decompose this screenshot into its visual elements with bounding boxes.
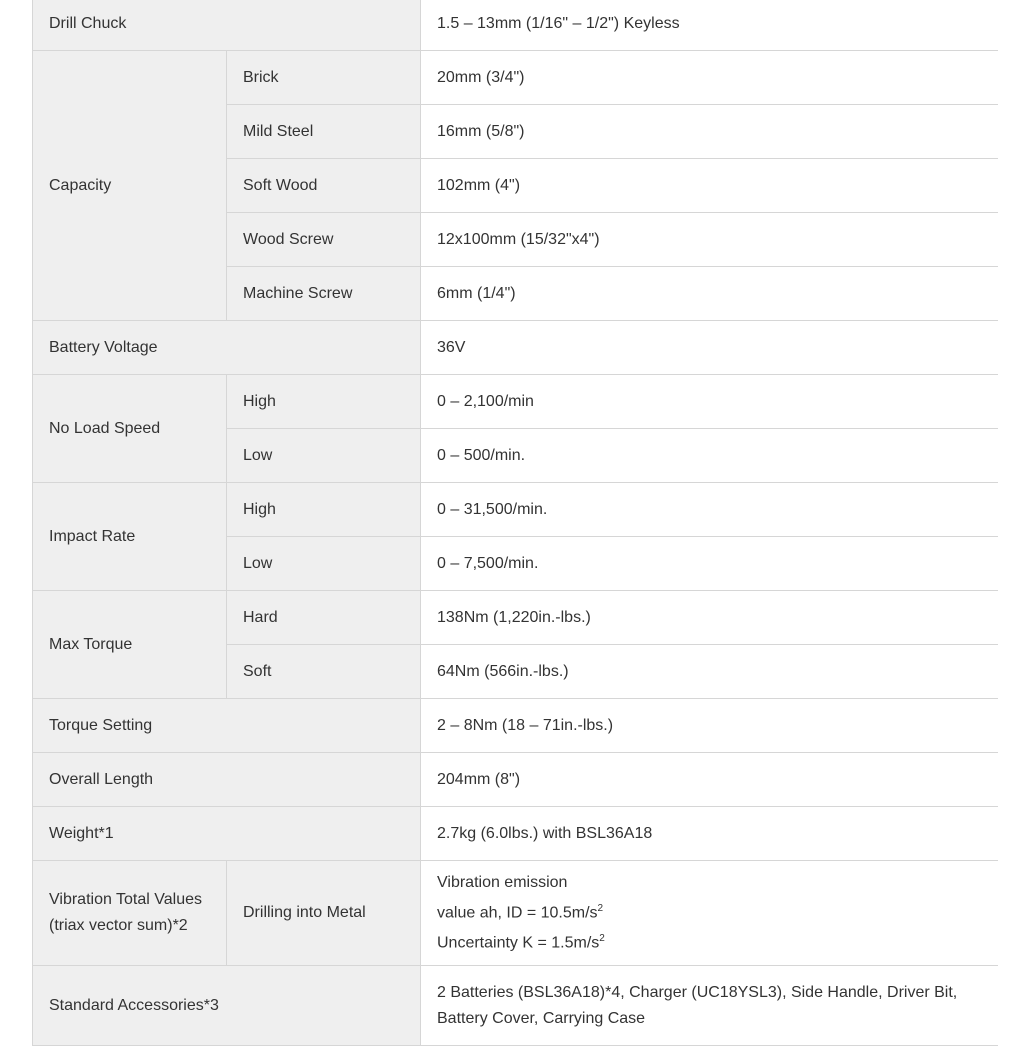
superscript-2: 2 (599, 933, 605, 944)
row-label-torque-setting: Torque Setting (33, 699, 421, 753)
row-label-no-load-speed: No Load Speed (33, 375, 227, 483)
sub-label-mild-steel: Mild Steel (227, 105, 421, 159)
sub-value-machine-screw: 6mm (1/4") (421, 267, 998, 321)
sub-value-impact-low: 0 – 7,500/min. (421, 537, 998, 591)
superscript-2: 2 (597, 902, 604, 914)
vibration-value-line1: Vibration emission (437, 873, 568, 891)
sub-label-speed-high: High (227, 375, 421, 429)
sub-value-torque-hard: 138Nm (1,220in.-lbs.) (421, 591, 998, 645)
row-value-accessories (421, 966, 998, 1046)
accessories-line1: 2 Batteries (BSL36A18)*4, Charger (UC18YSL3), Side Handle, Driver Bit, (437, 983, 958, 1001)
sub-label-torque-hard: Hard (227, 591, 421, 645)
row-label-max-torque: Max Torque (33, 591, 227, 699)
row-value-overall-length: 204mm (8") (421, 753, 998, 807)
sub-label-impact-low: Low (227, 537, 421, 591)
sub-label-brick: Brick (227, 51, 421, 105)
table-row (33, 966, 998, 1046)
table-row (33, 375, 998, 429)
row-label-vibration (33, 861, 227, 966)
sub-value-speed-low: 0 – 500/min. (421, 429, 998, 483)
sub-label-drilling-metal: Drilling into Metal (227, 861, 421, 966)
row-label-battery-voltage: Battery Voltage (33, 321, 421, 375)
vibration-label-line2: (triax vector sum)*2 (49, 917, 188, 934)
table-row (33, 807, 998, 861)
sub-value-impact-high: 0 – 31,500/min. (421, 483, 998, 537)
row-value-weight: 2.7kg (6.0lbs.) with BSL36A18 (421, 807, 998, 861)
sub-label-soft-wood: Soft Wood (227, 159, 421, 213)
table-row (33, 591, 998, 645)
vibration-value-line3 (437, 926, 982, 956)
table-row (33, 321, 998, 375)
sub-label-torque-soft: Soft (227, 645, 421, 699)
spec-table (32, 0, 998, 1046)
row-label-capacity: Capacity (33, 51, 227, 321)
vibration-value-uncertainty: Uncertainty K = 1.5m/s (437, 934, 600, 952)
sub-value-wood-screw: 12x100mm (15/32"x4") (421, 213, 998, 267)
table-row (33, 0, 998, 51)
row-value-vibration (421, 861, 998, 966)
sub-label-speed-low: Low (227, 429, 421, 483)
accessories-line2: Battery Cover, Carrying Case (437, 1009, 646, 1027)
sub-value-torque-soft: 64Nm (566in.-lbs.) (421, 645, 998, 699)
row-value-drill-chuck: 1.5 – 13mm (1/16" – 1/2") Keyless (421, 0, 998, 51)
sub-value-brick: 20mm (3/4") (421, 51, 998, 105)
row-label-overall-length: Overall Length (33, 753, 421, 807)
table-row (33, 753, 998, 807)
sub-value-mild-steel: 16mm (5/8") (421, 105, 998, 159)
row-label-drill-chuck: Drill Chuck (33, 0, 421, 51)
vibration-value-line2 (437, 896, 982, 926)
sub-label-machine-screw: Machine Screw (227, 267, 421, 321)
sub-label-impact-high: High (227, 483, 421, 537)
sub-value-soft-wood: 102mm (4") (421, 159, 998, 213)
vibration-value-ah: value ah, ID = 10.5m/s (437, 904, 598, 921)
vibration-label-line1: Vibration Total Values (49, 891, 202, 908)
sub-label-wood-screw: Wood Screw (227, 213, 421, 267)
row-label-impact-rate: Impact Rate (33, 483, 227, 591)
table-row (33, 699, 998, 753)
row-value-battery-voltage: 36V (421, 321, 998, 375)
table-row (33, 483, 998, 537)
sub-value-speed-high: 0 – 2,100/min (421, 375, 998, 429)
row-value-torque-setting: 2 – 8Nm (18 – 71in.-lbs.) (421, 699, 998, 753)
table-row (33, 51, 998, 105)
row-label-accessories: Standard Accessories*3 (33, 966, 421, 1046)
table-row (33, 861, 998, 966)
row-label-weight: Weight*1 (33, 807, 421, 861)
